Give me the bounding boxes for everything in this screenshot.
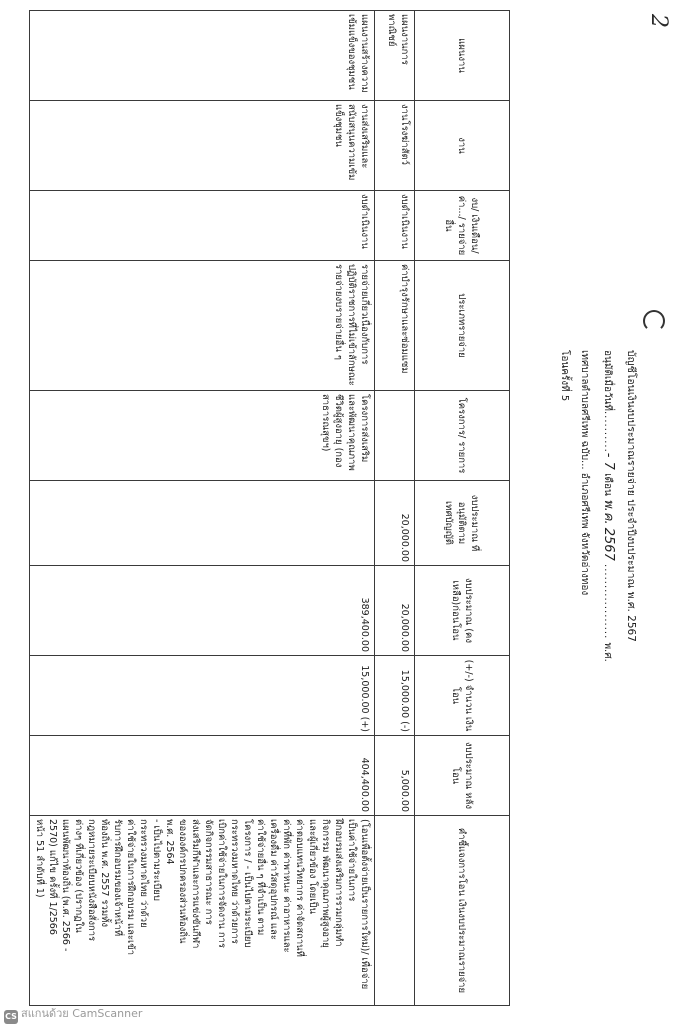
cell-adjust: 15,000.00 (+)	[30, 656, 375, 736]
cell-type: งบดำเนินงาน	[375, 191, 415, 261]
approval-month-label: เดือน	[602, 473, 613, 496]
table-row	[375, 11, 415, 1006]
approval-year-label: พ.ศ.	[602, 642, 613, 662]
cell-reason: (โอนเพื่อตั้งจ่ายเป็นรายการใหม่)/ เพื่อจ่ายเป็นค่าใช้จ่ายในการ ฝึกอบรมส่งเสริมการรวมกลุ่มทำ กิจกรรม พัฒนาคุณภาพผู้สูงอายุ และผู้เกี่ยวข้อง โดยเป็น ค่าตอบแทนวิทยากร ค่าจัดสถานที่ ค่าที่พัก ค่าพาหนะ ค่าอาหารและ เครื่องดื่ม ค่าวัสดุอุปกรณ์ และ ค่าใช้จ่ายอื่น ๆ ที่จำเป็น ตาม โครงการ / - เป็นไปตามระเบียบ กระทรวงมหาดไทย ว่าด้วยการ เบิกค่าใช้จ่ายในการจัดงาน การ จัดกิจกรรมสาธารณะ การ ส่งเสริมกีฬาและการแข่งขันกีฬา ขององค์กรปกครองส่วนท้องถิ่น พ.ศ. 2564 - เป็นไปตามระเบียบ กระทรวงมหาดไทย ว่าด้วย ค่าใช้จ่ายในการฝึกอบรม และเข้า รับการฝึกอบรมของเจ้าหน้าที่ ท้องถิ่น พ.ศ. 2557 รวมทั้ง กฎหมายระเบียบหนังสือสั่งการ ต่างๆ ที่เกี่ยวข้อง (ปรากฏใน แผนพัฒนาท้องถิ่น (พ.ศ. 2566 - 2570) แก้ไข ครั้งที่ 1/2566 หน้า 51 ลำดับที่ 1)	[30, 816, 375, 1006]
camscanner-icon: CS	[4, 1010, 18, 1024]
approval-day: - 7	[601, 452, 616, 470]
cell-project: โครงการส่งเสริมและพัฒนาคุณภาพชีวิตผู้สูงอายุ (กองสาธารณสุขฯ)	[30, 391, 375, 481]
header-expense: ประเภทรายจ่าย	[415, 261, 510, 391]
header-project: โครงการ/ รายการ	[415, 391, 510, 481]
cell-expense: รายจ่ายเกี่ยวเนื่องกับการปฏิบัติราชการที่ไม่เข้าลักษณะรายจ่ายงบรายจ่ายอื่น ๆ	[30, 261, 375, 391]
cell-before: 20,000.00	[375, 566, 415, 656]
cell-type: งบดำเนินงาน	[30, 191, 375, 261]
cell-ordinance	[30, 481, 375, 566]
cell-before: 389,400.00	[30, 566, 375, 656]
cell-ordinance: 20,000.00	[375, 481, 415, 566]
seal-icon	[643, 310, 665, 332]
cell-after: 404,400.00	[30, 736, 375, 816]
cell-expense: ค่าบำรุงรักษาและซ่อมแซม	[375, 261, 415, 391]
cell-adjust: 15,000.00 (-)	[375, 656, 415, 736]
approval-line	[599, 350, 617, 710]
budget-transfer-table	[29, 10, 510, 1006]
cell-plan: แผนงานสร้างความเข้มแข็งของชุมชน	[30, 11, 375, 101]
rotated-document-sheet	[25, 10, 665, 1010]
approval-dots: ..........	[602, 411, 613, 453]
header-type: งบ/ เงินเดือน/ ค่า.../ รายจ่ายอื่น	[415, 191, 510, 261]
scanner-watermark	[4, 1004, 142, 1020]
cell-work: งานส่งเสริมและสนับสนุนความเข้มแข็งชุมชน	[30, 101, 375, 191]
header-after: งบประมาณ หลังโอน	[415, 736, 510, 816]
document-header	[505, 310, 665, 710]
header-ordinance: งบประมาณ ที่อนุมัติตาม เทศบัญญัติ	[415, 481, 510, 566]
cell-reason	[375, 816, 415, 1006]
table-header-row	[415, 11, 510, 1006]
approval-year: 2567	[601, 527, 616, 561]
cell-plan: แผนงานการพาณิชย์	[375, 11, 415, 101]
cell-after: 5,000.00	[375, 736, 415, 816]
transfer-number: โอนครั้งที่ 5	[559, 350, 570, 402]
approval-month: พ.ค.	[601, 499, 616, 525]
table-row	[30, 11, 375, 1006]
scanner-text: สแกนด้วย CamScanner	[21, 1007, 143, 1020]
header-before: งบประมาณ (คงเหลือ)ก่อนโอน	[415, 566, 510, 656]
cell-project	[375, 391, 415, 481]
organization-line: เทศบาลตำบลศรีเทพ ฉบับ... อำเภอศรีเทพ จังหวัดอ่างทอง	[579, 350, 590, 596]
approval-label: อนุมัติเมื่อวันที่	[602, 350, 613, 411]
page-number: 2	[646, 14, 671, 28]
cell-work: งานโรงฆ่าสัตว์	[375, 101, 415, 191]
document-title: บัญชีโอนเงินงบประมาณรายจ่าย ประจำปีงบประมาณ พ.ศ. 2567	[625, 350, 637, 642]
header-reason: คำชี้แจงการโอน เงินงบประมาณรายจ่าย	[415, 816, 510, 1006]
approval-dots-2: ..................	[602, 564, 613, 640]
header-work: งาน	[415, 101, 510, 191]
header-adjust: (+/-) จำนวน เงินโอน	[415, 656, 510, 736]
header-plan: แผนงาน	[415, 11, 510, 101]
